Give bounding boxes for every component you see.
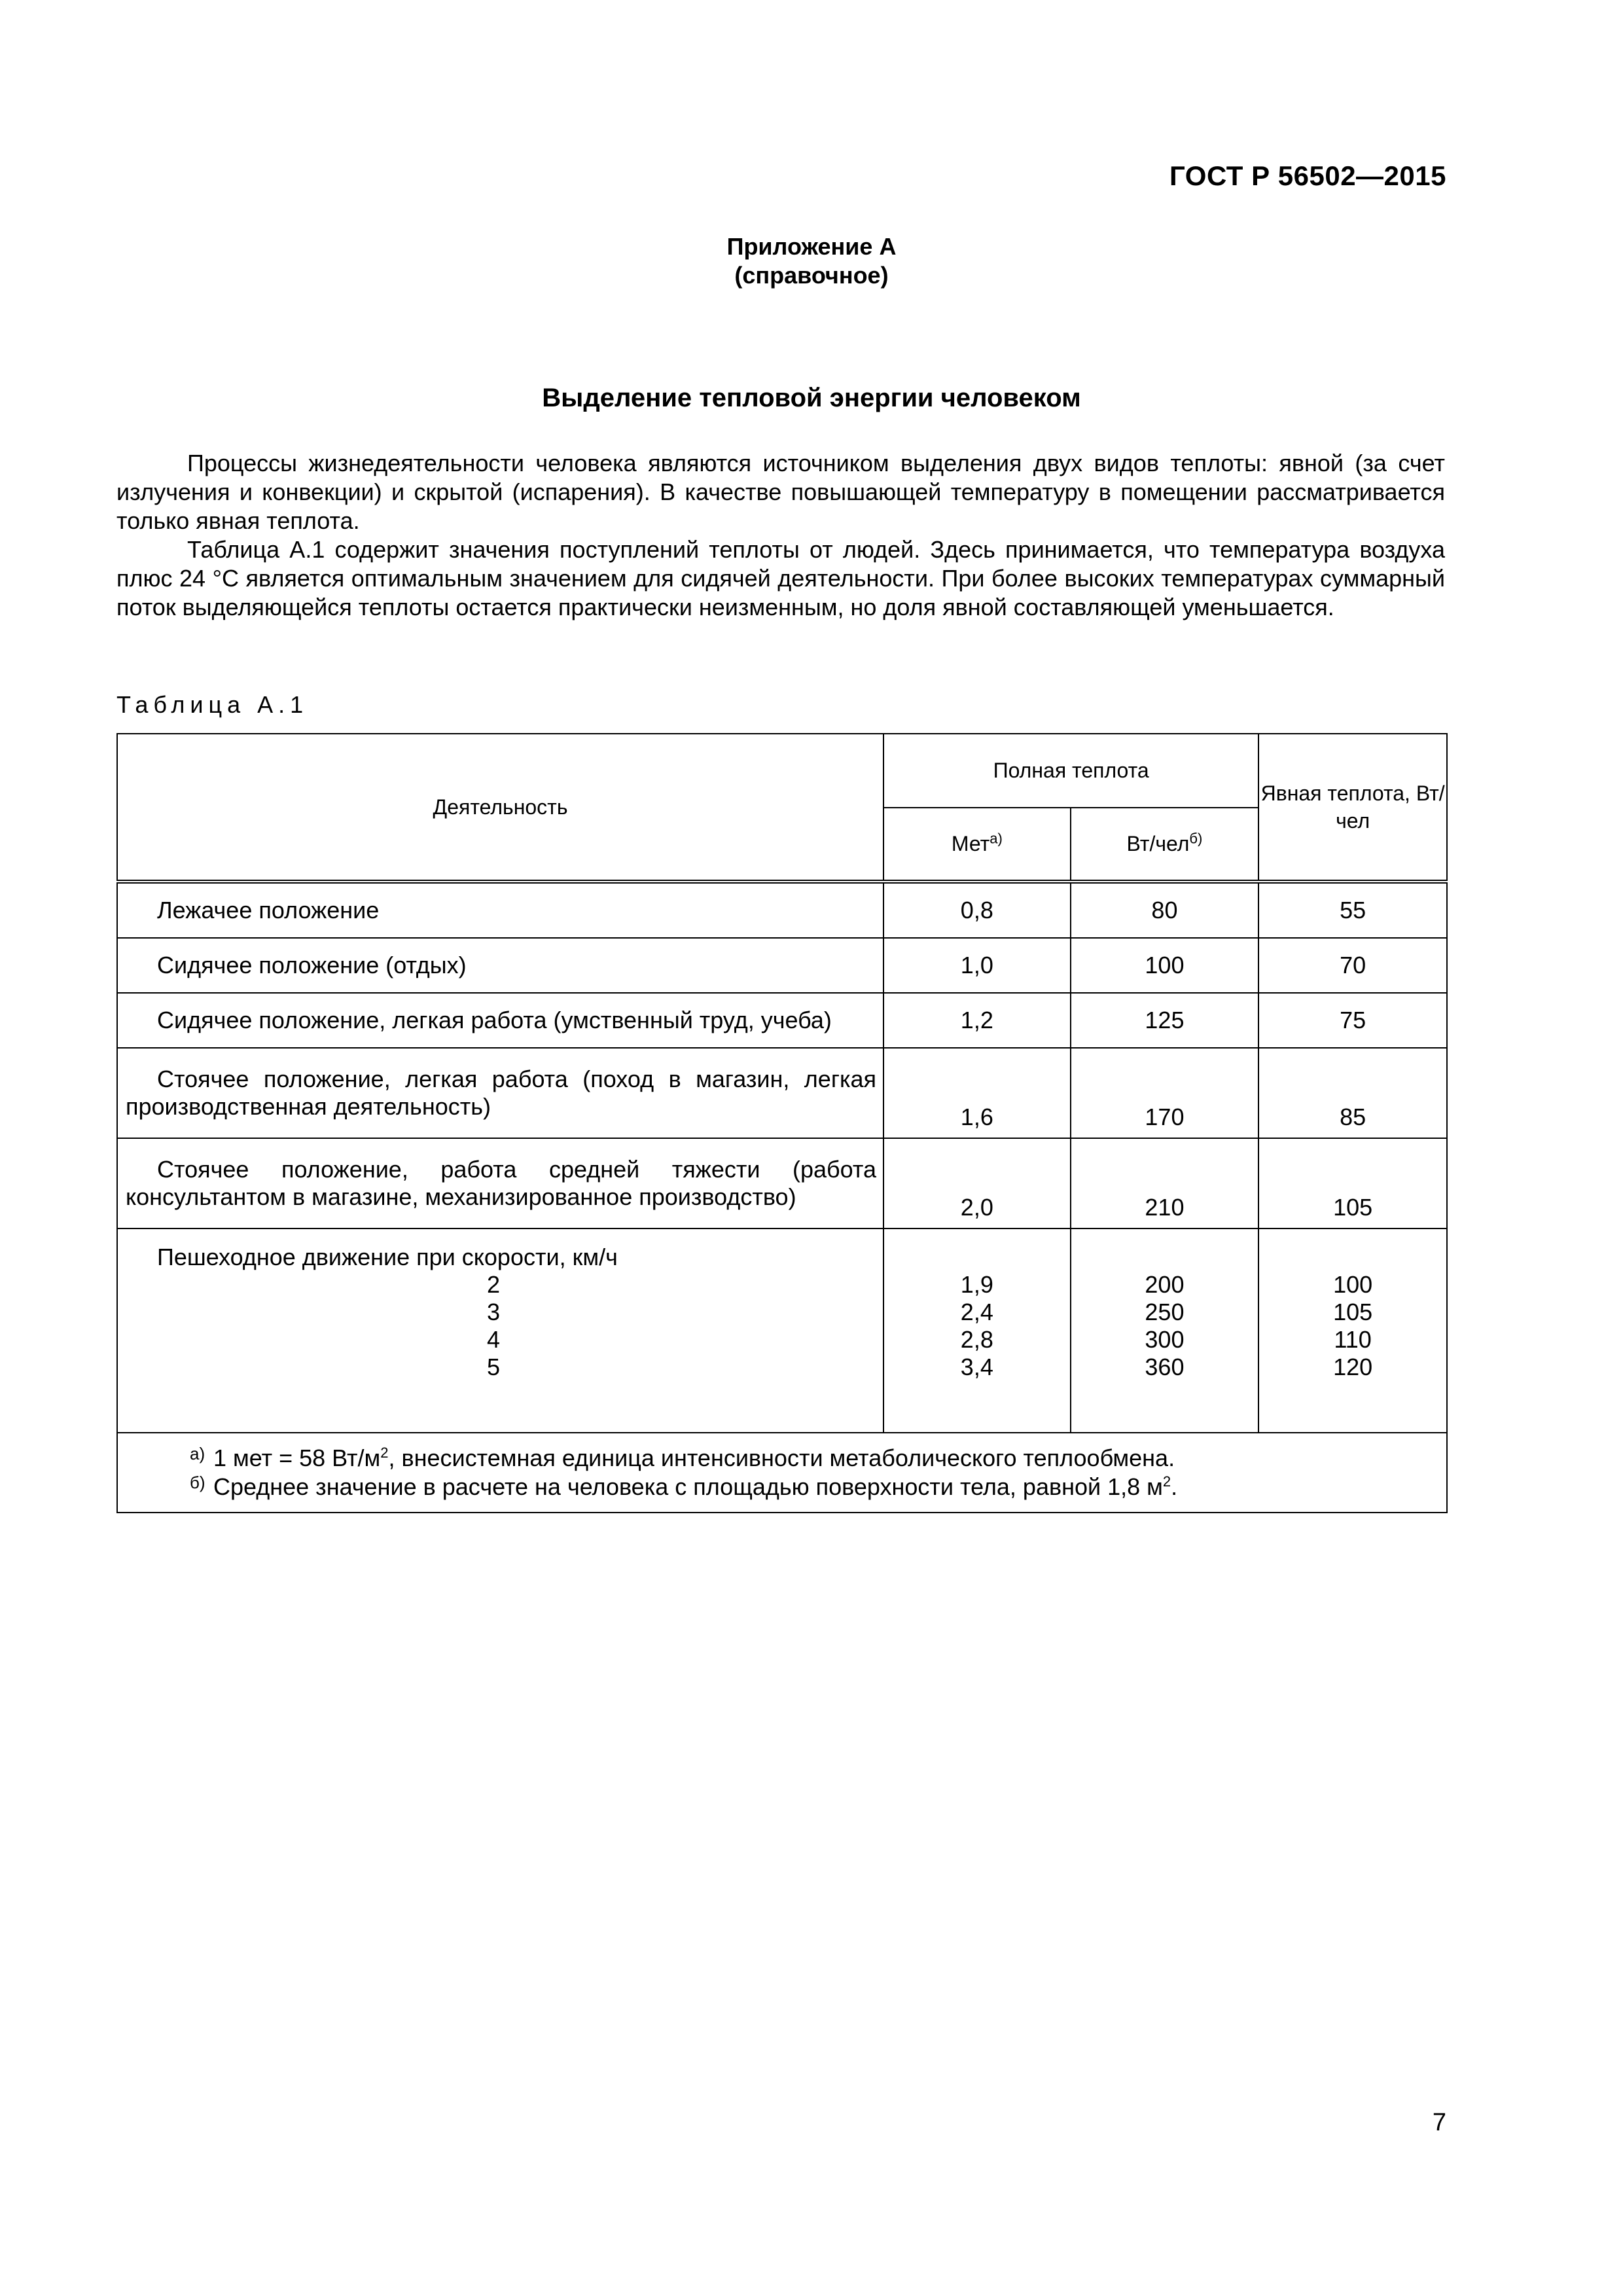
heat-table — [116, 733, 1448, 1513]
footnote-a — [190, 1444, 1433, 1473]
table-row — [117, 882, 1447, 938]
cell-sensible: 105 — [1258, 1138, 1447, 1229]
table-row — [117, 1048, 1447, 1138]
cell-activity-walking — [117, 1229, 883, 1433]
wt-value: 200 — [1145, 1271, 1185, 1298]
footnote-b — [190, 1473, 1433, 1501]
appendix-title: Приложение А — [726, 233, 897, 260]
cell-sensible-walking — [1258, 1229, 1447, 1433]
cell-wt: 80 — [1071, 882, 1259, 938]
cell-met-walking — [883, 1229, 1071, 1433]
sensible-value: 110 — [1334, 1326, 1372, 1353]
met-value: 2,8 — [960, 1326, 993, 1353]
speed-value: 3 — [486, 1299, 501, 1325]
walking-label: Пешеходное движение при скорости, км/ч — [157, 1244, 618, 1270]
cell-activity: Стоячее положение, легкая работа (поход в магазин, легкая производственная деятельность) — [117, 1048, 883, 1138]
section-title: Выделение тепловой энергии человеком — [542, 384, 1081, 412]
cell-met: 1,6 — [883, 1048, 1071, 1138]
cell-wt: 210 — [1071, 1138, 1259, 1229]
met-value: 2,4 — [960, 1299, 993, 1325]
wt-value: 360 — [1145, 1354, 1185, 1380]
paragraph-2: Таблица А.1 содержит значения поступлений теплоты от людей. Здесь принимается, что температура воздуха плюс 24 °С является оптимальным значением для сидячей деятельности. При более высоких температурах суммарный поток выделяющейся теплоты остается практически неизменным, но доля явной составляющей уменьшается. — [116, 536, 1445, 620]
footnote-mark: а) — [190, 1444, 205, 1463]
sensible-value: 100 — [1333, 1271, 1373, 1298]
footnote-mark: б) — [190, 1473, 205, 1492]
wt-value: 250 — [1145, 1299, 1185, 1325]
paragraph-1: Процессы жизнедеятельности человека являются источником выделения двух видов теплоты: явной (за счет излучения и конвекции) и скрытой (испарения). В качестве повышающей температуру в помещении рассматривается только явная теплота. — [116, 450, 1445, 534]
met-value: 1,9 — [960, 1271, 993, 1298]
table-row-walking — [117, 1229, 1447, 1433]
header-full-heat: Полная теплота — [883, 734, 1258, 808]
cell-sensible: 55 — [1258, 882, 1447, 938]
header-activity: Деятельность — [117, 734, 883, 882]
table-row — [117, 993, 1447, 1048]
cell-met: 1,2 — [883, 993, 1071, 1048]
header-wt: Вт/чел$^{б)}$ — [1071, 808, 1259, 882]
table-header-row — [117, 734, 1447, 808]
header-sensible-heat: Явная теплота, Вт/чел — [1258, 734, 1447, 882]
table-row — [117, 938, 1447, 993]
cell-sensible: 75 — [1258, 993, 1447, 1048]
cell-sensible: 70 — [1258, 938, 1447, 993]
table-row — [117, 1138, 1447, 1229]
cell-wt: 170 — [1071, 1048, 1259, 1138]
footnote-ref-a: а) — [990, 830, 1003, 847]
cell-activity: Сидячее положение, легкая работа (умственный труд, учеба) — [117, 993, 883, 1048]
appendix-type: (справочное) — [734, 262, 889, 289]
cell-met: 0,8 — [883, 882, 1071, 938]
sensible-value: 120 — [1333, 1354, 1373, 1380]
footnote-text: Среднее значение в расчете на человека с площадью поверхности тела, равной 1,8 $м^2$. — [213, 1473, 1178, 1500]
page-number: 7 — [1432, 2109, 1446, 2136]
footnotes-cell — [117, 1433, 1447, 1513]
document-code: ГОСТ Р 56502—2015 — [1169, 160, 1446, 191]
header-met: Мет$^{а)}$ — [883, 808, 1071, 882]
walking-speeds — [126, 1271, 876, 1381]
met-value: 3,4 — [960, 1354, 993, 1380]
speed-value: 4 — [486, 1326, 501, 1353]
footnote-text: 1 мет = 58 $Вт/м^2$, внесистемная единица интенсивности метаболического теплообмена. — [213, 1444, 1175, 1471]
cell-met: 2,0 — [883, 1138, 1071, 1229]
cell-met: 1,0 — [883, 938, 1071, 993]
sensible-value: 105 — [1333, 1299, 1373, 1325]
cell-activity: Лежачее положение — [117, 882, 883, 938]
cell-activity: Стоячее положение, работа средней тяжести (работа консультантом в магазине, механизированное производство) — [117, 1138, 883, 1229]
table-caption: Таблица А.1 — [116, 691, 309, 718]
speed-value: 2 — [486, 1271, 501, 1298]
cell-wt: 100 — [1071, 938, 1259, 993]
wt-value: 300 — [1145, 1326, 1185, 1353]
cell-activity: Сидячее положение (отдых) — [117, 938, 883, 993]
cell-sensible: 85 — [1258, 1048, 1447, 1138]
footnote-ref-b: б) — [1189, 830, 1203, 847]
speed-value: 5 — [486, 1354, 501, 1380]
table-footnotes-row — [117, 1433, 1447, 1513]
cell-wt-walking — [1071, 1229, 1259, 1433]
cell-wt: 125 — [1071, 993, 1259, 1048]
